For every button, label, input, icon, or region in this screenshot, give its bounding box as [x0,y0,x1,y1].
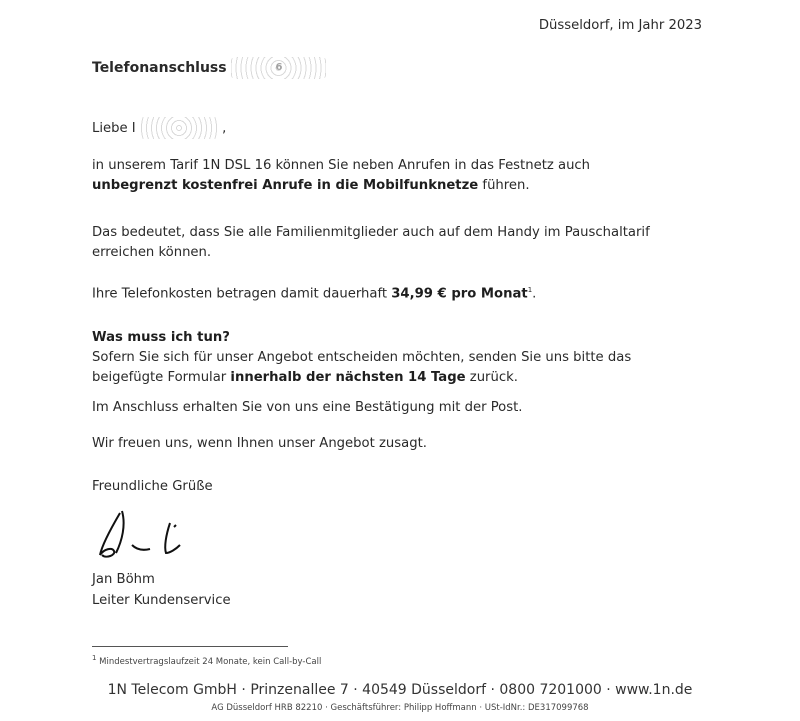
paragraph-closing: Wir freuen uns, wenn Ihnen unser Angebot zusagt. [92,436,427,451]
redacted-name [140,117,218,139]
redacted-phone-number: 6 [231,57,326,79]
salutation [92,117,226,139]
signatory-role: Leiter Kundenservice [92,593,231,608]
paragraph-confirmation: Im Anschluss erhalten Sie von uns eine Bestätigung mit der Post. [92,400,523,415]
question-heading: Was muss ich tun? [92,330,230,345]
subject-label: Telefonanschluss [92,60,227,76]
closing-greeting: Freundliche Grüße [92,479,213,494]
paragraph-cost: Ihre Telefonkosten betragen damit dauerhaft 34,99 € pro Monat$^1$. [92,286,537,302]
footer-legal-line: AG Düsseldorf HRB 82210 · Geschäftsführer: Philipp Hoffmann · USt-IdNr.: DE317099768 [211,703,589,713]
signatory-name: Jan Böhm [92,572,155,587]
salutation-prefix: Liebe I [92,121,136,136]
salutation-comma: , [222,121,227,136]
signature [92,505,202,565]
paragraph-family: Das bedeutet, dass Sie alle Familienmitglieder auch auf dem Handy im Pauschaltarif erreichen können. [92,225,650,260]
footnote-divider [92,646,288,647]
place-date: Düsseldorf, im Jahr 2023 [538,18,702,33]
paragraph-instructions: Sofern Sie sich für unser Angebot entscheiden möchten, senden Sie uns bitte das beigefügte Formular innerhalb der nächsten 14 Tage zurück. [92,350,632,385]
footer-company-line: 1N Telecom GmbH · Prinzenallee 7 · 40549 Düsseldorf · 0800 7201000 · www.1n.de [107,682,693,698]
paragraph-tariff: in unserem Tarif 1N DSL 16 können Sie neben Anrufen in das Festnetz auch unbegrenzt kostenfrei Anrufe in die Mobilfunknetze führen. [92,158,591,193]
subject-line [92,57,326,79]
footnote: $^1$ Mindestvertragslaufzeit 24 Monate, kein Call-by-Call [92,654,322,667]
